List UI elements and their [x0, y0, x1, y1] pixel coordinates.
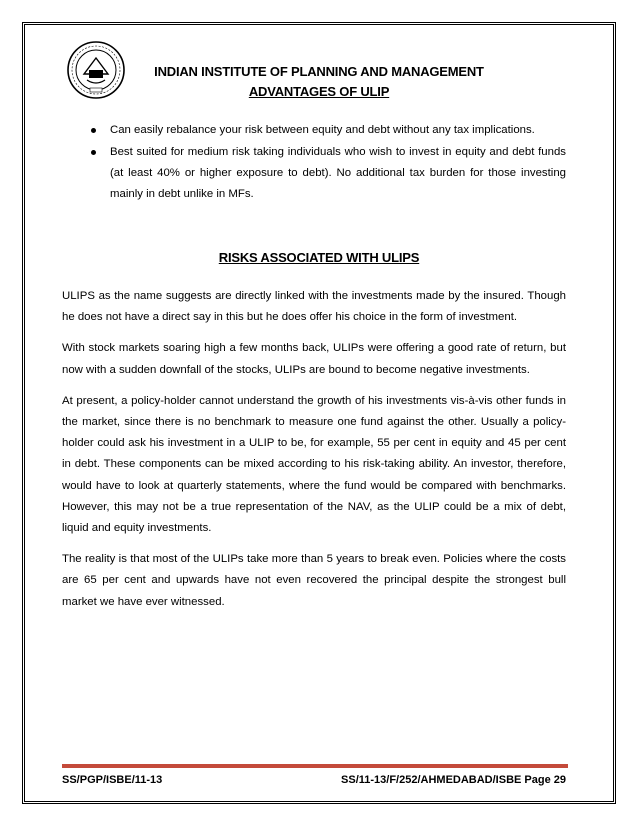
page-title: INDIAN INSTITUTE OF PLANNING AND MANAGEMENT	[154, 64, 484, 79]
bullet-text: Can easily rebalance your risk between equity and debt without any tax implications.	[110, 124, 535, 136]
paragraph: The reality is that most of the ULIPs take more than 5 years to break even. Policies where the costs are 65 per cent and upwards have not even recovered the principal despite the strongest bull market we have ever witnessed.	[62, 553, 566, 608]
advantages-list	[88, 120, 566, 206]
footer-left-text: SS/PGP/ISBE/11-13	[62, 774, 163, 786]
bullet-text: Best suited for medium risk taking individuals who wish to invest in equity and debt funds (at least 40% or higher exposure to debt). No additional tax burden for those investing mainly in debt unlike in MFs.	[110, 146, 566, 200]
footer-right-text: SS/11-13/F/252/AHMEDABAD/ISBE Page 29	[341, 774, 566, 786]
footer-rule	[62, 764, 568, 768]
paragraph: ULIPS as the name suggests are directly linked with the investments made by the insured. Though he does not have a direct say in this but he does offer his choice in the form of investment.	[62, 290, 566, 324]
bullet-icon	[91, 128, 96, 133]
body-text	[62, 286, 566, 623]
list-item	[88, 120, 566, 141]
paragraph: At present, a policy-holder cannot understand the growth of his investments vis-à-vis other funds in the market, since there is no benchmark to measure one fund against the other. Usually a policy-holder could ask his investment in a ULIP to be, for example, 55 per cent in equity and 45 per cent in debt. These components can be mixed according to his risk-taking ability. An investor, therefore, would have to look at quarterly statements, where the fund would be compared with benchmarks. However, this may not be a true representation of the NAV, as the ULIP could be a mix of debt, liquid and equity investments.	[62, 394, 566, 535]
page-subtitle: ADVANTAGES OF ULIP	[248, 84, 390, 99]
institute-seal-icon	[66, 40, 126, 100]
bullet-icon	[91, 150, 96, 155]
section-heading: RISKS ASSOCIATED WITH ULIPS	[218, 250, 420, 265]
list-item	[88, 142, 566, 205]
paragraph: With stock markets soaring high a few months back, ULIPs were offering a good rate of return, but now with a sudden downfall of the stocks, ULIPs are bound to become negative investments.	[62, 342, 566, 376]
